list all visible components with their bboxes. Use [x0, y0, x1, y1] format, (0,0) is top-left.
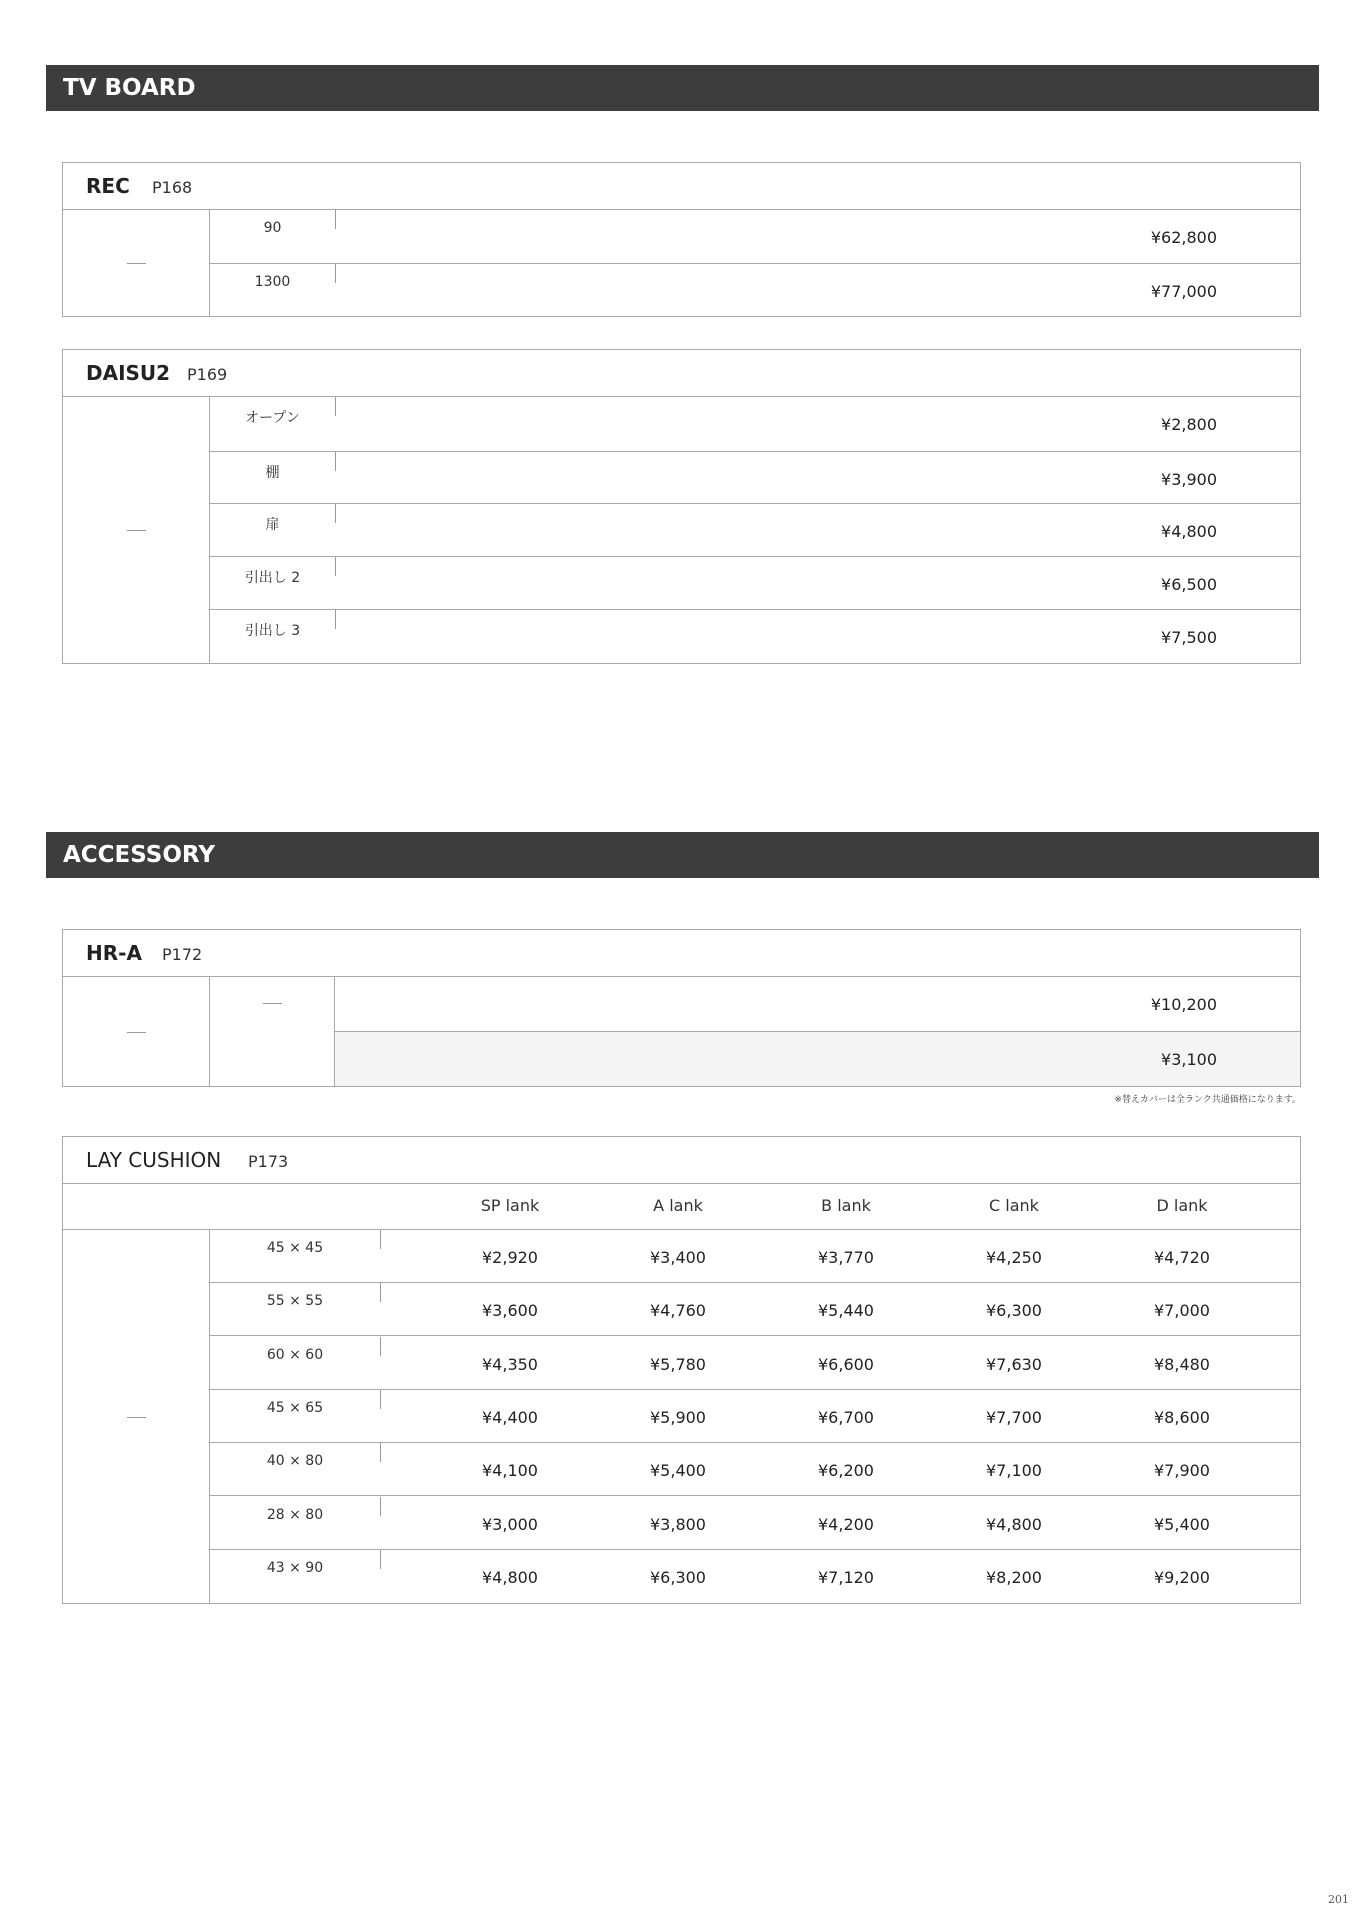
size-label: 45 × 45	[266, 1240, 324, 1256]
rec-header	[63, 163, 1300, 210]
tick-mark	[380, 1337, 381, 1356]
lay-cushion-header	[63, 1137, 1300, 1184]
tick-mark	[380, 1550, 381, 1569]
table-row	[335, 1032, 1300, 1086]
page-ref: P168	[152, 178, 193, 197]
price-cell: ¥6,200	[818, 1461, 874, 1481]
hra-header	[63, 930, 1300, 977]
price-cell: ¥4,200	[818, 1514, 874, 1534]
size-label: 45 × 65	[266, 1399, 324, 1416]
page-ref: P172	[162, 945, 203, 964]
tick-mark	[380, 1497, 381, 1516]
table-row	[210, 210, 1300, 264]
left-column	[63, 397, 210, 663]
tick-mark	[335, 557, 336, 576]
price-cell: ¥4,800	[482, 1567, 538, 1587]
table-row	[210, 1443, 1300, 1496]
page-ref: P173	[248, 1152, 289, 1171]
price-cell: ¥8,480	[1154, 1354, 1210, 1374]
rank-header: A lank	[653, 1196, 703, 1215]
size-label: 40 × 80	[266, 1453, 324, 1470]
product-name: LAY CUSHION	[86, 1148, 222, 1172]
rank-header: SP lank	[480, 1196, 540, 1215]
footnote: ※替えカバーは全ランク共通価格になります。	[1114, 1095, 1301, 1105]
size-label: 43 × 90	[266, 1559, 324, 1576]
price-cell: ¥7,630	[986, 1354, 1042, 1374]
dash-mark	[127, 263, 146, 264]
price-cell: ¥3,000	[482, 1514, 538, 1534]
lay-cushion-table	[62, 1136, 1301, 1604]
product-name: HR-A	[86, 941, 142, 965]
price-cell: ¥4,350	[482, 1354, 538, 1374]
price-cell: ¥5,780	[650, 1354, 706, 1374]
rec-table	[62, 162, 1301, 317]
row-price: ¥77,000	[1150, 282, 1217, 301]
row-price: ¥10,200	[1150, 995, 1217, 1014]
table-row	[210, 1283, 1300, 1336]
price-cell: ¥4,800	[986, 1514, 1042, 1534]
product-name: REC	[86, 174, 130, 198]
section-header-tv-board: TV BOARD	[46, 65, 1319, 111]
daisu2-table	[62, 349, 1301, 664]
price-cell: ¥4,250	[986, 1248, 1042, 1267]
rank-header-row	[63, 1184, 1300, 1230]
price-cell: ¥8,200	[986, 1567, 1042, 1587]
row-label: 引出し 3	[244, 623, 301, 639]
tick-mark	[380, 1390, 381, 1409]
row-price: ¥4,800	[1161, 522, 1217, 541]
dash-mark	[127, 530, 146, 531]
product-name: DAISU2	[86, 361, 171, 385]
size-label: 55 × 55	[266, 1293, 324, 1310]
table-row	[210, 1230, 1300, 1283]
price-cell: ¥6,300	[650, 1567, 706, 1587]
row-label: 1300	[254, 274, 291, 290]
price-cell: ¥4,400	[482, 1407, 538, 1427]
price-cell: ¥6,700	[818, 1407, 874, 1427]
tick-mark	[335, 504, 336, 523]
table-row	[210, 1550, 1300, 1603]
row-label: 引出し 2	[244, 570, 301, 586]
row-price: ¥3,100	[1161, 1050, 1217, 1069]
dash-mark	[127, 1032, 146, 1033]
price-cell: ¥6,600	[818, 1354, 874, 1374]
row-price: ¥3,900	[1161, 470, 1217, 489]
size-label: 28 × 80	[266, 1506, 324, 1523]
dash-mark	[127, 1417, 146, 1418]
rank-header: C lank	[989, 1196, 1039, 1215]
table-row	[210, 397, 1300, 452]
rank-header: B lank	[821, 1196, 871, 1215]
price-cell: ¥9,200	[1154, 1567, 1210, 1587]
price-cell: ¥7,700	[986, 1407, 1042, 1427]
tick-mark	[335, 264, 336, 283]
tick-mark	[380, 1230, 381, 1249]
tick-mark	[380, 1443, 381, 1462]
price-cell: ¥3,600	[482, 1301, 538, 1321]
page-number: 201	[1328, 1893, 1349, 1906]
tick-mark	[335, 452, 336, 471]
table-row	[210, 452, 1300, 504]
left-column	[63, 210, 210, 316]
table-row	[210, 610, 1300, 663]
price-cell: ¥7,100	[986, 1461, 1042, 1481]
price-cell: ¥7,900	[1154, 1461, 1210, 1481]
row-price: ¥2,800	[1161, 415, 1217, 434]
price-cell: ¥3,800	[650, 1514, 706, 1534]
table-row	[210, 264, 1300, 316]
daisu2-header	[63, 350, 1300, 397]
left-column	[63, 977, 210, 1086]
tick-mark	[335, 397, 336, 416]
row-label: 扉	[265, 517, 280, 533]
left-column	[63, 1230, 210, 1603]
table-row	[335, 977, 1300, 1032]
price-cell: ¥3,400	[650, 1248, 706, 1267]
section-header-accessory: ACCESSORY	[46, 832, 1319, 878]
row-label: 90	[263, 220, 282, 236]
price-cell: ¥5,400	[1154, 1514, 1210, 1534]
table-row	[210, 504, 1300, 557]
row-price: ¥7,500	[1161, 628, 1217, 647]
price-cell: ¥5,440	[818, 1301, 874, 1321]
hra-table	[62, 929, 1301, 1087]
dash-mark	[263, 1003, 282, 1004]
row-label: オープン	[245, 410, 300, 426]
page-ref: P169	[187, 365, 228, 384]
size-label: 60 × 60	[266, 1346, 324, 1363]
row-price: ¥6,500	[1161, 575, 1217, 594]
price-cell: ¥3,770	[818, 1248, 874, 1267]
table-row	[210, 557, 1300, 610]
price-cell: ¥4,100	[482, 1461, 538, 1481]
middle-column	[210, 977, 335, 1086]
table-row	[210, 1390, 1300, 1443]
price-cell: ¥8,600	[1154, 1407, 1210, 1427]
rank-header: D lank	[1156, 1196, 1208, 1215]
row-label: 棚	[265, 465, 280, 481]
price-cell: ¥5,400	[650, 1461, 706, 1481]
table-row	[210, 1337, 1300, 1390]
price-cell: ¥5,900	[650, 1407, 706, 1427]
price-cell: ¥4,720	[1154, 1248, 1210, 1267]
price-cell: ¥4,760	[650, 1301, 706, 1321]
price-cell: ¥6,300	[986, 1301, 1042, 1321]
price-cell: ¥2,920	[482, 1248, 538, 1267]
tick-mark	[335, 210, 336, 229]
tick-mark	[380, 1283, 381, 1302]
table-row	[210, 1497, 1300, 1550]
price-cell: ¥7,120	[818, 1567, 874, 1587]
tick-mark	[335, 610, 336, 629]
price-cell: ¥7,000	[1154, 1301, 1210, 1321]
row-price: ¥62,800	[1150, 228, 1217, 247]
